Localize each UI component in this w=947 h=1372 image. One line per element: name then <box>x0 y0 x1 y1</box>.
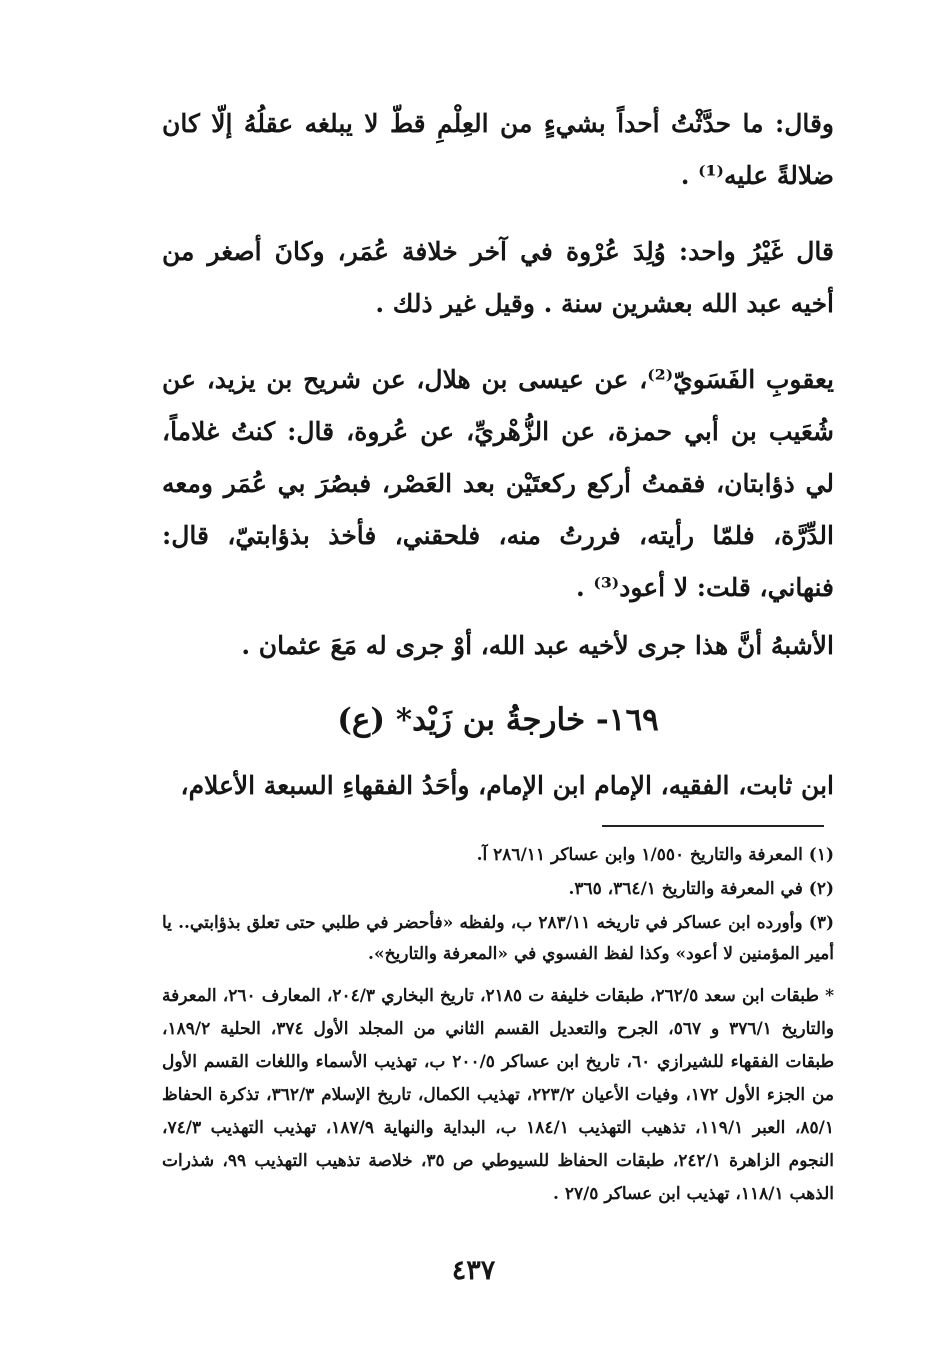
paragraph-entry-start: ابن ثابت، الفقيه، الإمام ابن الإمام، وأحَدُ الفقهاءِ السبعة الأعلام، <box>180 771 834 800</box>
entry-heading: ١٦٩- خارجةُ بن زَيْد* (ع) <box>337 702 659 738</box>
paragraph-comment: الأشبهُ أنَّ هذا جرى لأخيه عبد الله، أوْ جرى له مَعَ عثمان . <box>241 631 834 660</box>
page-number: ٤٣٧ <box>451 1255 496 1286</box>
paragraph-narration: يعقوبِ الفَسَويّ⁽²⁾، عن عيسى بن هلال، عن شريح بن يزيد، عن شُعَيب بن أبي حمزة، عن الزُّهْريِّ، عن عُروة، قال: كنتُ غلاماً، لي ذؤابتان، فقمتُ أركع ركعتَيْن بعد العَصْر، فبصُرَ بي عُمَر ومعه الدِّرَّة، فلمّا رأيته، فررتُ منه، فلحقني، فأخذ بذؤابتيّ، قال: فنهاني، قلت: لا أعود⁽³⁾ . <box>162 365 835 602</box>
paragraph-saying: وقال: ما حدَّثْتُ أحداً بشيءٍ من العِلْمِ قطّ لا يبلغه عقلُهُ إلّا كان ضلالةً عليه⁽¹⁾ . <box>162 109 834 190</box>
footnote-3: (٣) وأورده ابن عساكر في تاريخه ٢٨٣/١١ ب، ولفظه «فأحضر في طلبي حتى تعلق بذؤابتي.. يا أمير المؤمنين لا أعود» وكذا لفظ الفسوي في «المعرفة والتاريخ». <box>162 913 834 964</box>
paragraph-birth: قال غَيْرُ واحد: وُلِدَ عُرْوة في آخر خلافة عُمَر، وكانَ أصغر من أخيه عبد الله بعشرين سنة . وقيل غير ذلك . <box>162 237 834 318</box>
footnote-2: (٢) في المعرفة والتاريخ ٣٦٤/١، ٣٦٥. <box>568 879 834 899</box>
footnote-sources: * طبقات ابن سعد ٢٦٢/٥، طبقات خليفة ت ٢١٨٥، تاريخ البخاري ٢٠٤/٣، المعارف ٢٦٠، المعرفة والتاريخ ٣٧٦/١ و ٥٦٧، الجرح والتعديل القسم الثاني من المجلد الأول ٣٧٤، الحلية ١٨٩/٢، طبقات الفقهاء للشيرازي ٦٠، تاريخ ابن عساكر ٢٠٠/٥ ب، تهذيب الأسماء واللغات القسم الأول من الجزء الأول ١٧٢، وفيات الأعيان ٢٢٣/٢، تهذيب الكمال، تاريخ الإسلام ٣٦٢/٣، تذكرة الحفاظ ٨٥/١، العبر ١١٩/١، تذهيب التهذيب ١٨٤/١ ب، البداية والنهاية ١٨٧/٩، تهذيب التهذيب ٧٤/٣، النجوم الزاهرة ٢٤٢/١، طبقات الحفاظ للسيوطي ص ٣٥، خلاصة تذهيب التهذيب ٩٩، شذرات الذهب ١١٨/١، تهذيب ابن عساكر ٢٧/٥ . <box>162 986 835 1204</box>
footnote-1: (١) المعرفة والتاريخ ١/٥٥٠ وابن عساكر ٢٨٦/١١ آ. <box>476 845 834 865</box>
footnote-divider <box>602 825 824 827</box>
